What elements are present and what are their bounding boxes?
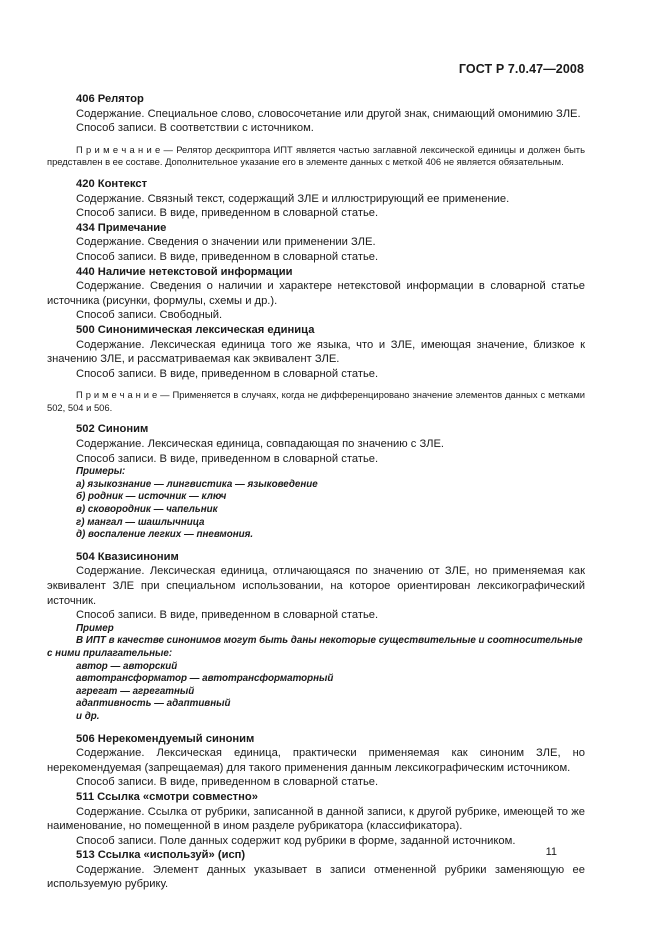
examples-title: Примеры: bbox=[76, 466, 126, 478]
body-text: Способ записи. В соответствии с источником. bbox=[76, 122, 314, 135]
example-line: автотрансформатор — автотрансформаторный bbox=[76, 673, 334, 685]
body-text: Содержание. Специальное слово, словосочетание или другой знак, снимающий омонимию ЗЛЕ. bbox=[76, 107, 581, 120]
body-text: Способ записи. Поле данных содержит код рубрики в форме, заданной источником. bbox=[76, 834, 516, 847]
body-text: Содержание. Связный текст, содержащий ЗЛЕ и иллюстрирующий ее применение. bbox=[76, 192, 510, 205]
body-text: Способ записи. В виде, приведенном в словарной статье. bbox=[76, 609, 379, 622]
body-text: Способ записи. В виде, приведенном в словарной статье. bbox=[76, 452, 379, 465]
example-line: в) сковородник — чапельник bbox=[76, 504, 218, 516]
body-text: Способ записи. В виде, приведенном в словарной статье. bbox=[76, 207, 379, 220]
page-number: 11 bbox=[545, 846, 557, 858]
example-title: Пример bbox=[76, 622, 114, 634]
body-text: Содержание. Лексическая единица, отличающаяся по значению от ЗЛЕ, но применяемая как эквивалент ЗЛЕ при специальном использовании, на которое ориентирован лексикографический источник. bbox=[47, 565, 585, 607]
body-text: Содержание. Лексическая единица, совпадающая по значению с ЗЛЕ. bbox=[76, 438, 445, 451]
body-text: Содержание. Ссылка от рубрики, записанной в данной записи, к другой рубрике, имеющей то же наименование, но помещенной в ином разделе рубрикатора (классификатора). bbox=[47, 805, 585, 833]
example-paragraph: В ИПТ в качестве синонимов могут быть даны некоторые существительные и соотносительные с ними прилагательные: bbox=[47, 635, 583, 659]
body-text: Способ записи. В виде, приведенном в словарной статье. bbox=[76, 776, 379, 789]
body-text: Содержание. Сведения о значении или применении ЗЛЕ. bbox=[76, 236, 376, 249]
standard-header: ГОСТ Р 7.0.47—2008 bbox=[458, 62, 584, 76]
body-text: Содержание. Лексическая единица, практически применяемая как синоним ЗЛЕ, но нерекомендуемая (запрещаемая) для такого применения данным лексикографическим источником. bbox=[47, 747, 585, 774]
example-line: агрегат — агрегатный bbox=[76, 685, 195, 697]
example-line: а) языкознание — лингвистика — языковедение bbox=[76, 478, 318, 490]
section-heading-440: 440 Наличие нетекстовой информации bbox=[76, 265, 293, 278]
note-text: П р и м е ч а н и е — Применяется в случаях, когда не дифференцировано значение элементов данных с метками 502, 504 и 506. bbox=[47, 389, 585, 413]
example-line: б) родник — источник — ключ bbox=[76, 491, 227, 503]
example-line: г) мангал — шашлычница bbox=[76, 516, 205, 528]
section-heading-420: 420 Контекст bbox=[76, 177, 148, 190]
example-line: и др. bbox=[76, 710, 100, 722]
section-heading-504: 504 Квазисиноним bbox=[76, 550, 179, 563]
example-line: д) воспаление легких — пневмония. bbox=[76, 529, 254, 541]
example-line: автор — авторский bbox=[76, 660, 178, 672]
section-heading-406: 406 Релятор bbox=[76, 93, 144, 105]
section-heading-434: 434 Примечание bbox=[76, 221, 167, 234]
document-body bbox=[47, 92, 585, 892]
section-heading-506: 506 Нерекомендуемый синоним bbox=[76, 732, 255, 745]
body-text: Содержание. Элемент данных указывает в записи отмененной рубрики заменяющую ее используемую рубрику. bbox=[47, 863, 585, 891]
section-heading-513: 513 Ссылка «используй» (исп) bbox=[76, 849, 246, 862]
body-text: Содержание. Лексическая единица того же языка, что и ЗЛЕ, имеющая значение, близкое к значению ЗЛЕ, и рассматриваемая как эквивалент ЗЛЕ. bbox=[47, 338, 585, 366]
section-heading-502: 502 Синоним bbox=[76, 423, 149, 436]
section-heading-511: 511 Ссылка «смотри совместно» bbox=[76, 790, 258, 803]
body-text: Способ записи. В виде, приведенном в словарной статье. bbox=[76, 250, 379, 263]
body-text: Способ записи. В виде, приведенном в словарной статье. bbox=[76, 367, 379, 380]
body-text: Способ записи. Свободный. bbox=[76, 309, 223, 322]
note-text: П р и м е ч а н и е — Релятор дескриптора ИПТ является частью заглавной лексической единицы и должен быть представлен в ее составе. Дополнительное указание его в элементе данных с меткой 406 не является обязательным. bbox=[47, 143, 585, 168]
body-text: Содержание. Сведения о наличии и характере нетекстовой информации в словарной статье источника (рисунки, формулы, схемы и др.). bbox=[47, 280, 585, 307]
section-heading-500: 500 Синонимическая лексическая единица bbox=[76, 323, 315, 336]
example-line: адаптивность — адаптивный bbox=[76, 698, 231, 710]
